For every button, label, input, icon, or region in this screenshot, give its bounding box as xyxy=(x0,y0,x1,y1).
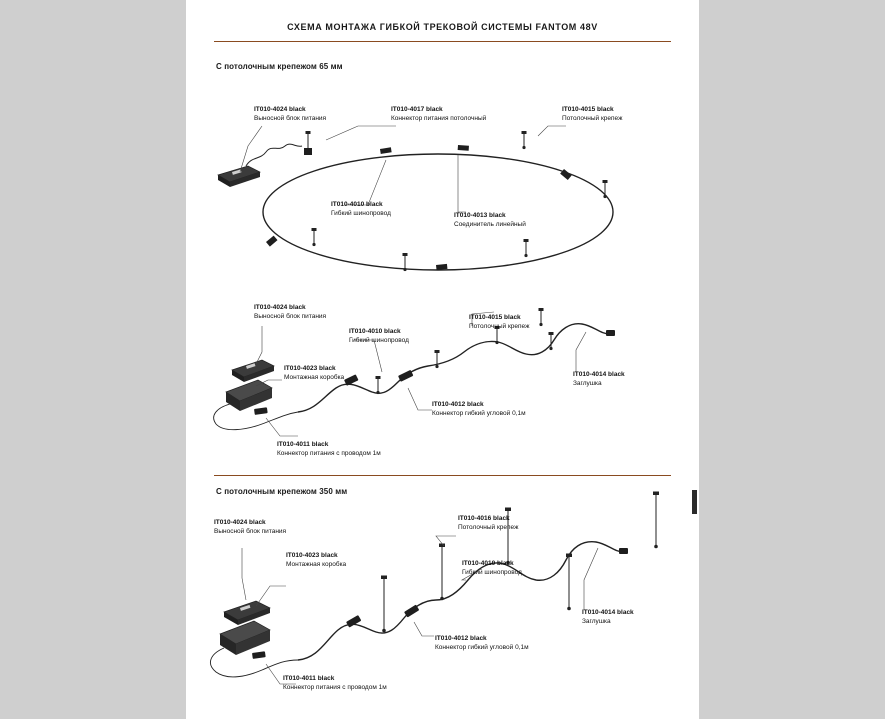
callout-code: IT010-4010 black xyxy=(462,560,514,567)
callout-it010-4016-run350 xyxy=(458,514,518,532)
callout-it010-4011-run350 xyxy=(283,674,387,692)
ceiling-power-connector xyxy=(304,131,312,155)
callout-it010-4013 xyxy=(454,211,526,229)
callout-code: IT010-4013 black xyxy=(454,212,506,219)
callout-code: IT010-4015 black xyxy=(469,314,521,321)
callout-it010-4010-run65 xyxy=(349,327,409,345)
callout-desc: Потолочный крепеж xyxy=(469,323,530,330)
callout-it010-4012-run65 xyxy=(432,400,526,418)
section-label-65mm: С потолочным крепежом 65 мм xyxy=(216,62,343,71)
callout-it010-4023-run65 xyxy=(284,364,344,382)
callout-it010-4012-run350 xyxy=(435,634,529,652)
callout-desc: Коннектор питания потолочный xyxy=(391,115,487,122)
callout-code: IT010-4024 black xyxy=(214,519,266,526)
callout-it010-4024-run65 xyxy=(254,303,326,321)
callout-desc: Монтажная коробка xyxy=(284,374,345,381)
callout-code: IT010-4024 black xyxy=(254,106,306,113)
mounting-box-2 xyxy=(226,380,272,411)
callout-desc: Коннектор питания с проводом 1м xyxy=(277,450,381,457)
callout-code: IT010-4023 black xyxy=(286,552,338,559)
callout-code: IT010-4010 black xyxy=(331,201,383,208)
callout-desc: Коннектор гибкий угловой 0,1м xyxy=(435,644,529,651)
callout-code: IT010-4023 black xyxy=(284,365,336,372)
section-label-350mm: С потолочным крепежом 350 мм xyxy=(216,487,348,496)
end-cap-2 xyxy=(606,330,615,336)
psu-block-2 xyxy=(232,360,274,382)
callout-desc: Выносной блок питания xyxy=(214,528,287,535)
callout-it010-4014-run65 xyxy=(573,370,625,388)
callout-code: IT010-4011 black xyxy=(277,441,329,448)
page-title: СХЕМА МОНТАЖА ГИБКОЙ ТРЕКОВОЙ СИСТЕМЫ FANTOM 48V xyxy=(287,22,598,32)
callout-it010-4017 xyxy=(391,105,486,123)
diagram-sheet xyxy=(186,0,699,719)
callout-desc: Гибкий шинопровод xyxy=(349,337,409,344)
callout-code: IT010-4012 black xyxy=(435,635,487,642)
callout-code: IT010-4015 black xyxy=(562,106,614,113)
callout-desc: Коннектор питания с проводом 1м xyxy=(283,684,387,691)
callout-desc: Выносной блок питания xyxy=(254,115,327,122)
callout-desc: Выносной блок питания xyxy=(254,313,327,320)
callout-code: IT010-4012 black xyxy=(432,401,484,408)
callout-it010-4015-run65 xyxy=(469,313,529,331)
callout-it010-4011-run65 xyxy=(277,440,381,458)
callout-desc: Заглушка xyxy=(573,380,602,387)
callout-it010-4014-run350 xyxy=(582,608,634,626)
mounting-box-3 xyxy=(220,621,270,655)
callout-code: IT010-4017 black xyxy=(391,106,443,113)
callout-code: IT010-4016 black xyxy=(458,515,510,522)
psu-block-1 xyxy=(218,166,260,187)
callout-desc: Потолочный крепеж xyxy=(458,524,519,531)
callout-it010-4024-run350 xyxy=(214,518,286,536)
callout-desc: Потолочный крепеж xyxy=(562,115,623,122)
callout-code: IT010-4010 black xyxy=(349,328,401,335)
callout-desc: Коннектор гибкий угловой 0,1м xyxy=(432,410,526,417)
callout-it010-4010-ring xyxy=(331,200,391,218)
callout-code: IT010-4024 black xyxy=(254,304,306,311)
callout-desc: Соединитель линейный xyxy=(454,221,526,228)
psu-block-3 xyxy=(224,601,270,625)
page-edge-mark xyxy=(692,490,697,514)
callout-it010-4015-ring xyxy=(562,105,622,123)
callout-desc: Заглушка xyxy=(582,618,611,625)
callout-desc: Монтажная коробка xyxy=(286,561,347,568)
callout-desc: Гибкий шинопровод xyxy=(462,569,522,576)
callout-it010-4010-run350 xyxy=(462,559,522,577)
callout-it010-4023-run350 xyxy=(286,551,346,569)
diagram-wavy-65 xyxy=(214,308,615,436)
callout-code: IT010-4014 black xyxy=(573,371,625,378)
diagram-ellipse-loop xyxy=(218,126,613,271)
callout-desc: Гибкий шинопровод xyxy=(331,210,391,217)
callout-code: IT010-4014 black xyxy=(582,609,634,616)
callout-code: IT010-4011 black xyxy=(283,675,335,682)
callout-it010-4024-ring xyxy=(254,105,326,123)
